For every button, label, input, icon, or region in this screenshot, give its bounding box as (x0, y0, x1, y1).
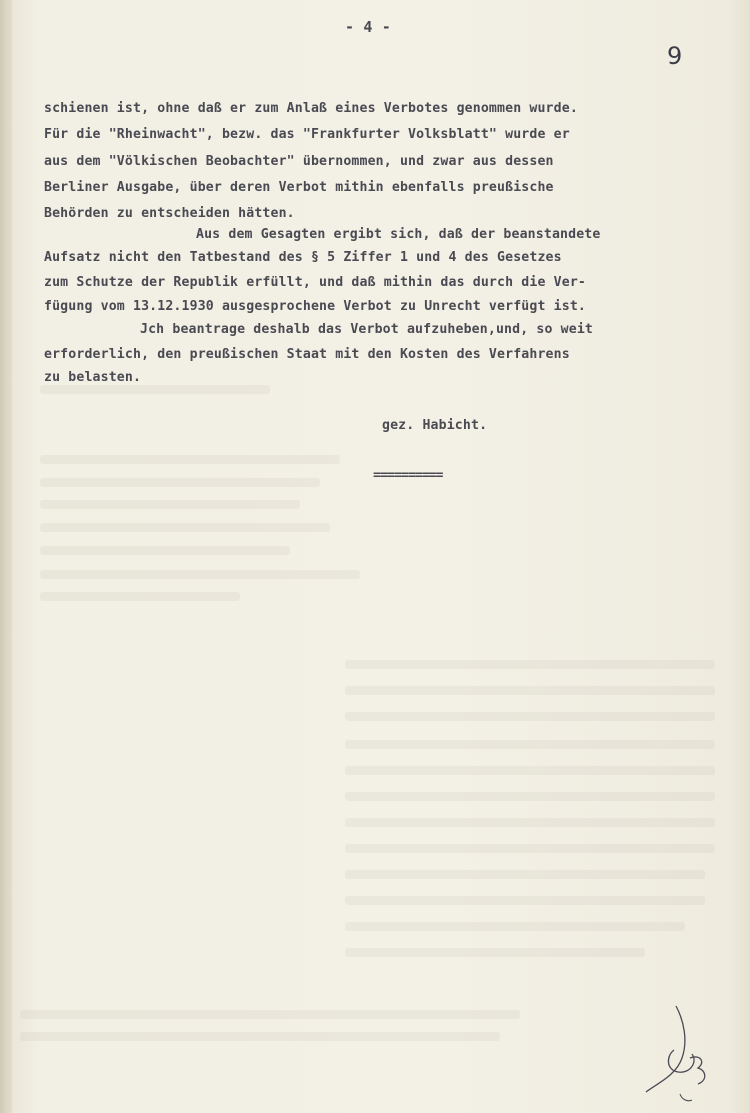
body-line-9: fügung vom 13.12.1930 ausgesprochene Verbot zu Unrecht verfügt ist. (44, 299, 586, 314)
body-line-3: aus dem "Völkischen Beobachter" übernommen, und zwar aus dessen (44, 154, 554, 169)
body-line-7: Aufsatz nicht den Tatbestand des § 5 Ziffer 1 und 4 des Gesetzes (44, 250, 562, 265)
body-line-11: erforderlich, den preußischen Staat mit den Kosten des Verfahrens (44, 347, 570, 362)
page-edge-left (0, 0, 12, 1113)
folio-number: 9 (667, 42, 683, 70)
body-line-4: Berliner Ausgabe, über deren Verbot mithin ebenfalls preußische (44, 180, 554, 195)
body-line-2: Für die "Rheinwacht", bezw. das "Frankfurter Volksblatt" wurde er (44, 127, 570, 142)
separator-line: ========== (373, 468, 443, 483)
body-line-1: schienen ist, ohne daß er zum Anlaß eines Verbotes genommen wurde. (44, 101, 578, 116)
handwritten-initials-mark (636, 996, 726, 1106)
signature-line: gez. Habicht. (382, 418, 488, 433)
body-line-8: zum Schutze der Republik erfüllt, und daß mithin das durch die Ver- (44, 275, 586, 290)
body-line-6: Aus dem Gesagten ergibt sich, daß der beanstandete (196, 227, 601, 242)
body-line-12: zu belasten. (44, 370, 142, 385)
page-number: - 4 - (345, 18, 391, 36)
body-line-10: Jch beantrage deshalb das Verbot aufzuheben,und, so weit (140, 322, 594, 337)
page-edge-right (732, 0, 750, 1113)
body-line-5: Behörden zu entscheiden hätten. (44, 206, 295, 221)
